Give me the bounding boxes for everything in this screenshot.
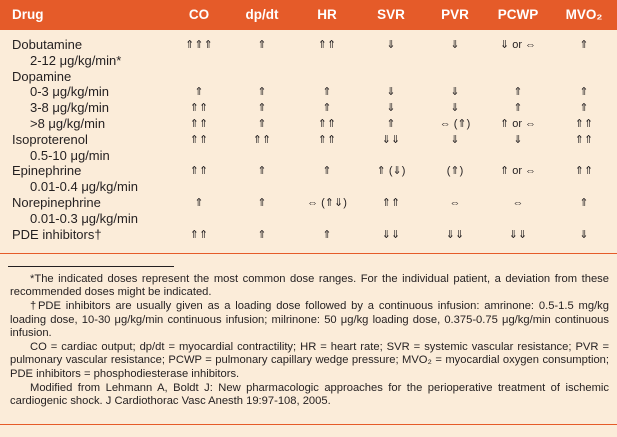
- effect-pvr: ⇔ (⇑): [439, 118, 471, 130]
- drug-label: PDE inhibitors†: [12, 226, 102, 242]
- effect-mvo2: ⇑⇑: [574, 165, 594, 178]
- effect-dpdt: ⇑⇑: [252, 133, 272, 146]
- drug-label: Epinephrine: [12, 163, 82, 179]
- effect-hr: ⇔ (⇑⇓): [307, 197, 347, 209]
- drug-label: 0.01-0.3 μg/kg/min: [30, 210, 138, 226]
- effect-mvo2: ⇑: [579, 102, 589, 115]
- header-pcwp: PCWP: [497, 7, 539, 22]
- table-row: [0, 179, 617, 195]
- header-drug: Drug: [12, 7, 44, 22]
- effect-dpdt: ⇑: [257, 228, 267, 241]
- effect-hr: ⇑: [322, 228, 332, 241]
- drug-label: Dopamine: [12, 68, 72, 84]
- effect-co: ⇑⇑: [189, 118, 209, 130]
- table-row: [0, 116, 617, 132]
- effect-svr: ⇑: [386, 118, 396, 130]
- table-header: [0, 0, 617, 30]
- table-row: [0, 69, 617, 85]
- effect-pvr: ⇓: [450, 133, 460, 146]
- table-row: [0, 37, 617, 53]
- drug-label: Isoproterenol: [12, 131, 88, 147]
- effect-co: ⇑⇑: [189, 228, 209, 241]
- footnote-dose: *The indicated doses represent the most common dose ranges. For the individual patient, a deviation from these recommended doses might be indicated.: [10, 273, 609, 299]
- table-row: [0, 100, 617, 116]
- footnote-pde: †PDE inhibitors are usually given as a loading dose followed by a continuous infusion: amrinone: 0.5-1.5 mg/kg loading dose, 10-30 μg/kg/min continuous infusion; milrinone: 50 μg/kg loading dose, 0.375-0.75 μg/kg/min continuous infusion.: [10, 300, 609, 340]
- effect-svr: ⇑ (⇓): [376, 165, 406, 178]
- effect-mvo2: ⇑⇑: [574, 118, 594, 130]
- effect-svr: ⇓⇓: [381, 228, 401, 241]
- header-dpdt: dp/dt: [245, 7, 279, 22]
- effect-mvo2: ⇑: [579, 197, 589, 209]
- drug-label: 2-12 μg/kg/min*: [30, 52, 122, 68]
- table-row: [0, 163, 617, 179]
- effect-pvr: ⇓: [450, 102, 460, 115]
- effect-pvr: ⇓: [450, 86, 460, 99]
- table-row: [0, 148, 617, 164]
- effect-dpdt: ⇑: [257, 86, 267, 99]
- effect-pvr: ⇓⇓: [445, 228, 465, 241]
- effect-hr: ⇑: [322, 102, 332, 115]
- drug-label: 0.5-10 μg/min: [30, 147, 110, 163]
- effect-co: ⇑⇑⇑: [185, 39, 213, 51]
- effect-svr: ⇓⇓: [381, 133, 401, 146]
- drug-label: >8 μg/kg/min: [30, 116, 106, 131]
- effect-dpdt: ⇑: [257, 165, 267, 178]
- figure-end-rule: [0, 424, 617, 425]
- effect-hr: ⇑: [322, 165, 332, 178]
- drug-label: Dobutamine: [12, 37, 83, 52]
- effect-pcwp: ⇓: [513, 133, 523, 146]
- table-row: [0, 211, 617, 227]
- header-co: CO: [188, 7, 210, 22]
- drug-label: 0.01-0.4 μg/kg/min: [30, 179, 138, 195]
- effect-dpdt: ⇑: [257, 102, 267, 115]
- effect-pcwp: ⇑ or ⇔: [499, 165, 537, 178]
- header-mvo2: MVO₂: [565, 7, 603, 22]
- footnote-source: Modified from Lehmann A, Boldt J: New pharmacologic approaches for the perioperative treatment of ischemic cardiogenic shock. J Cardiothorac Vasc Anesth 19:97-108, 2005.: [10, 381, 609, 408]
- effect-co: ⇑⇑: [189, 165, 209, 178]
- effect-co: ⇑: [194, 86, 204, 99]
- effect-pcwp: ⇑: [513, 102, 523, 115]
- effect-pvr: ⇓: [450, 39, 460, 51]
- effect-pvr: (⇑): [446, 165, 464, 178]
- effect-hr: ⇑⇑: [317, 133, 337, 146]
- effect-pvr: ⇔: [449, 197, 461, 209]
- drug-label: Norepinephrine: [12, 195, 101, 210]
- effect-svr: ⇓: [386, 102, 396, 115]
- header-hr: HR: [317, 7, 337, 22]
- table-row: [0, 227, 617, 243]
- footnote-abbreviations: CO = cardiac output; dp/dt = myocardial contractility; HR = heart rate; SVR = systemic vascular resistance; PVR = pulmonary vascular resistance; PCWP = pulmonary capillary wedge pressure; MVO₂ = myocardial oxygen consumption; PDE inhibitors = phosphodiesterase inhibitors.: [10, 341, 609, 380]
- effect-svr: ⇓: [386, 86, 396, 99]
- table-row: [0, 53, 617, 69]
- table-bottom-rule: [0, 253, 617, 254]
- header-svr: SVR: [377, 7, 405, 22]
- effect-pcwp: ⇑: [513, 86, 523, 99]
- drug-label: 3-8 μg/kg/min: [30, 100, 110, 116]
- table-footnotes: [10, 273, 609, 409]
- effect-dpdt: ⇑: [257, 118, 267, 130]
- effect-co: ⇑: [194, 197, 204, 209]
- effect-pcwp: ⇑ or ⇔: [499, 118, 537, 130]
- footnote-separator: [8, 266, 174, 267]
- effect-co: ⇑⇑: [189, 102, 209, 115]
- effect-svr: ⇑⇑: [381, 197, 401, 209]
- effect-dpdt: ⇑: [257, 39, 267, 51]
- effect-hr: ⇑⇑: [317, 39, 337, 51]
- effect-mvo2: ⇑: [579, 39, 589, 51]
- drug-label: 0-3 μg/kg/min: [30, 84, 110, 100]
- table-row: [0, 132, 617, 148]
- effect-svr: ⇓: [386, 39, 396, 51]
- header-pvr: PVR: [441, 7, 469, 22]
- effect-dpdt: ⇑: [257, 197, 267, 209]
- effect-co: ⇑⇑: [189, 133, 209, 146]
- effect-hr: ⇑⇑: [317, 118, 337, 130]
- effect-pcwp: ⇔: [512, 197, 524, 209]
- effect-mvo2: ⇑: [579, 86, 589, 99]
- effect-hr: ⇑: [322, 86, 332, 99]
- effect-mvo2: ⇓: [579, 228, 589, 241]
- effect-pcwp: ⇓ or ⇔: [499, 39, 537, 51]
- effect-mvo2: ⇑⇑: [574, 133, 594, 146]
- table-row: [0, 195, 617, 211]
- table-row: [0, 84, 617, 100]
- effect-pcwp: ⇓⇓: [508, 228, 528, 241]
